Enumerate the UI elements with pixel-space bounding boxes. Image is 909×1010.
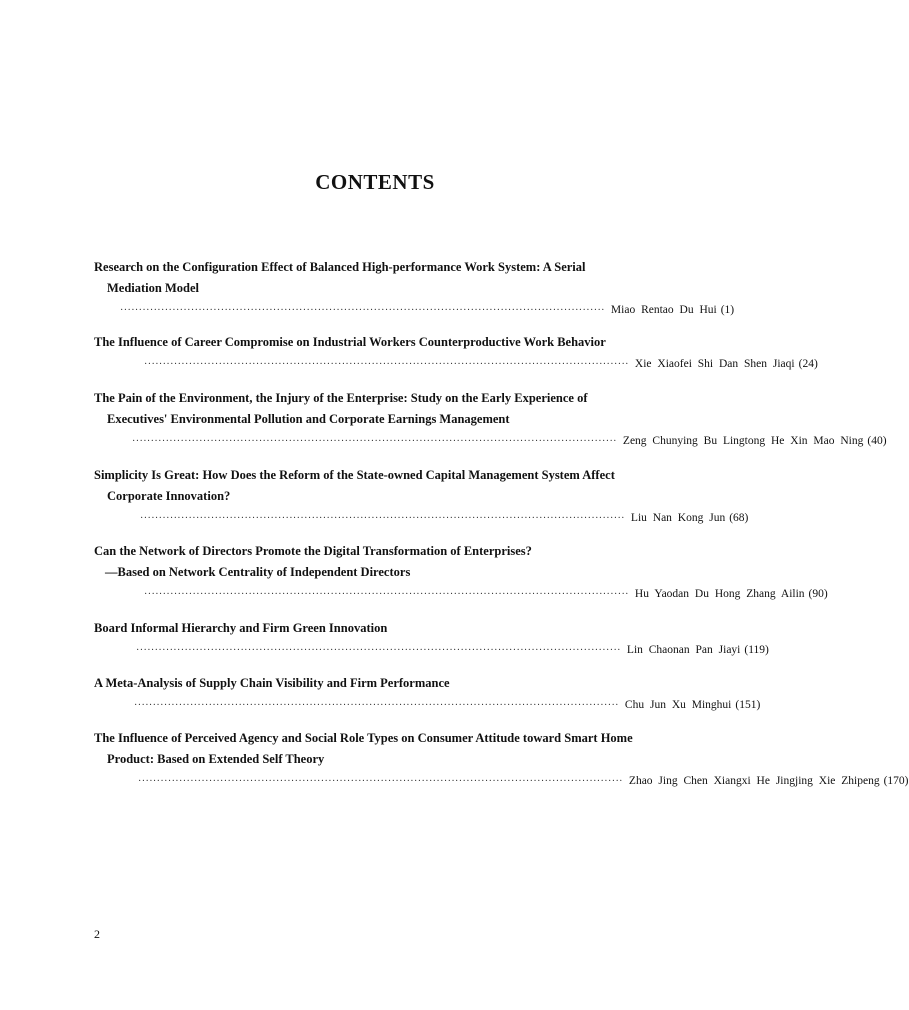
entry-leader [94, 640, 769, 661]
entry-title-continuation: Product: Based on Extended Self Theory [107, 752, 325, 766]
entry-title [94, 673, 657, 694]
entry-authors: Zhao Jing Chen Xiangxi He Jingjing Xie Zhipeng [628, 775, 880, 787]
entry-leader [94, 771, 909, 792]
entry-page-number: (90) [808, 588, 828, 600]
entry-authors: Hu Yaodan Du Hong Zhang Ailin [634, 588, 805, 600]
entry-title-continuation: Executives' Environmental Pollution and Corporate Earnings Management [107, 412, 510, 426]
entry-title [94, 618, 657, 639]
entry-authors: Liu Nan Kong Jun [630, 512, 726, 524]
entry-title-line: Board Informal Hierarchy and Firm Green Innovation [94, 621, 388, 635]
toc-entry[interactable] [94, 257, 735, 321]
entry-authors: Miao Rentao Du Hui [610, 304, 717, 316]
toc-entry[interactable] [94, 618, 769, 661]
entry-leader [94, 354, 818, 375]
entry-title [94, 388, 657, 430]
entry-title-line: Research on the Configuration Effect of Balanced High-performance Work System: A Serial [94, 260, 586, 274]
entry-title-line: Can the Network of Directors Promote the Digital Transformation of Enterprises? [94, 544, 532, 558]
dot-leader: ·································································································································· [144, 359, 629, 370]
dot-leader: ·································································································································· [134, 700, 619, 711]
entry-authors: Xie Xiaofei Shi Dan Shen Jiaqi [634, 358, 795, 370]
entry-page-number: (170) [883, 775, 909, 787]
entry-authors: Lin Chaonan Pan Jiayi [626, 644, 741, 656]
dot-leader: ·································································································································· [140, 513, 625, 524]
entry-title-line: The Influence of Perceived Agency and Social Role Types on Consumer Attitude toward Smart Home [94, 731, 633, 745]
page-title: CONTENTS [315, 170, 435, 194]
entry-title-continuation: Mediation Model [107, 281, 200, 295]
entry-page-number: (119) [744, 644, 769, 656]
entry-leader [94, 431, 887, 452]
entry-title [94, 541, 657, 583]
dot-leader: ·································································································································· [120, 305, 605, 316]
toc-entry[interactable] [94, 673, 761, 716]
dot-leader: ·································································································································· [144, 589, 629, 600]
entry-page-number: (68) [729, 512, 749, 524]
entry-title-line: The Influence of Career Compromise on Industrial Workers Counterproductive Work Behavior [94, 335, 606, 349]
toc-entry[interactable] [94, 388, 887, 452]
entry-title-line: A Meta-Analysis of Supply Chain Visibility and Firm Performance [94, 676, 450, 690]
dot-leader: ·································································································································· [132, 436, 617, 447]
entry-leader [94, 300, 735, 321]
toc-entry[interactable] [94, 332, 818, 375]
entry-page-number: (40) [867, 435, 887, 447]
toc-entry[interactable] [94, 541, 828, 605]
toc-entry[interactable] [94, 728, 909, 792]
entry-page-number: (151) [735, 699, 761, 711]
entry-authors: Chu Jun Xu Minghui [624, 699, 732, 711]
entry-title-line: The Pain of the Environment, the Injury of the Enterprise: Study on the Early Experience of [94, 391, 588, 405]
dot-leader: ·································································································································· [138, 776, 623, 787]
entry-page-number: (1) [720, 304, 735, 316]
toc-entry[interactable] [94, 465, 749, 529]
page-number: 2 [94, 927, 100, 941]
entry-subtitle: —Based on Network Centrality of Independent Directors [105, 565, 411, 579]
entry-title [94, 465, 657, 507]
entry-title [94, 257, 657, 299]
entry-authors: Zeng Chunying Bu Lingtong He Xin Mao Ning [622, 435, 864, 447]
entry-title-line: Simplicity Is Great: How Does the Reform of the State-owned Capital Management System Affect [94, 468, 615, 482]
dot-leader: ·································································································································· [136, 645, 621, 656]
entry-leader [94, 695, 761, 716]
entry-leader [94, 584, 828, 605]
entry-leader [94, 508, 749, 529]
entry-title [94, 728, 657, 770]
entry-title-continuation: Corporate Innovation? [107, 489, 231, 503]
entry-page-number: (24) [798, 358, 818, 370]
entry-title [94, 332, 657, 353]
